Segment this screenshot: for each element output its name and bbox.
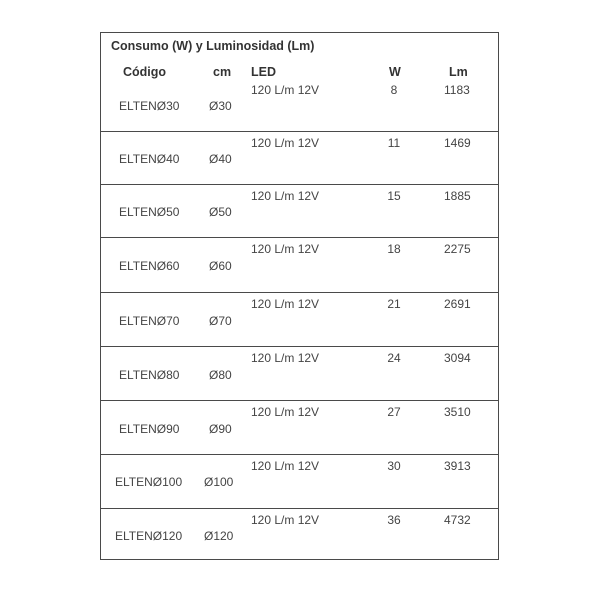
header-code: Código [123,65,167,79]
header-w: W [389,65,401,79]
cell-code: ELTENØ30 [119,99,180,113]
cell-led: 120 L/m 12V [251,136,320,150]
table-row [101,346,498,401]
cell-code: ELTENØ50 [119,205,180,219]
cell-led: 120 L/m 12V [251,459,320,473]
cell-w: 11 [387,136,401,150]
cell-led: 120 L/m 12V [251,189,320,203]
cell-lm: 4732 [444,513,471,527]
cell-lm: 1183 [444,83,470,97]
cell-led: 120 L/m 12V [251,297,320,311]
cell-code: ELTENØ120 [115,529,183,543]
cell-cm: Ø60 [209,259,232,273]
table-row [101,33,498,131]
spec-table [100,32,499,560]
cell-w: 8 [390,83,398,97]
cell-code: ELTENØ40 [119,152,180,166]
cell-code: ELTENØ70 [119,314,180,328]
cell-w: 24 [387,351,401,365]
cell-lm: 3510 [444,405,471,419]
cell-lm: 2275 [444,242,471,256]
cell-cm: Ø50 [209,205,232,219]
cell-cm: Ø70 [209,314,232,328]
table-row [101,184,498,238]
cell-code: ELTENØ80 [119,368,180,382]
cell-w: 30 [387,459,401,473]
table-row [101,292,498,347]
cell-code: ELTENØ90 [119,422,180,436]
cell-code: ELTENØ60 [119,259,180,273]
cell-led: 120 L/m 12V [251,83,320,97]
cell-lm: 2691 [444,297,471,311]
cell-w: 36 [387,513,401,527]
table-row [101,131,498,185]
cell-lm: 3094 [444,351,471,365]
cell-cm: Ø100 [204,475,234,489]
cell-lm: 1469 [444,136,471,150]
cell-led: 120 L/m 12V [251,513,320,527]
cell-cm: Ø90 [209,422,232,436]
cell-cm: Ø30 [209,99,232,113]
cell-w: 15 [387,189,401,203]
cell-led: 120 L/m 12V [251,351,320,365]
cell-cm: Ø120 [204,529,234,543]
cell-lm: 3913 [444,459,471,473]
table-row [101,400,498,455]
cell-w: 18 [387,242,401,256]
cell-code: ELTENØ100 [115,475,183,489]
cell-cm: Ø80 [209,368,232,382]
header-led: LED [251,65,276,79]
cell-w: 21 [387,297,401,311]
cell-cm: Ø40 [209,152,232,166]
table-row [101,454,498,509]
table-title: Consumo (W) y Luminosidad (Lm) [111,39,315,53]
header-lm: Lm [449,65,468,79]
cell-lm: 1885 [444,189,471,203]
table-row [101,237,498,293]
cell-led: 120 L/m 12V [251,405,320,419]
header-cm: cm [213,65,232,79]
cell-led: 120 L/m 12V [251,242,320,256]
cell-w: 27 [387,405,401,419]
table-row [101,508,498,560]
